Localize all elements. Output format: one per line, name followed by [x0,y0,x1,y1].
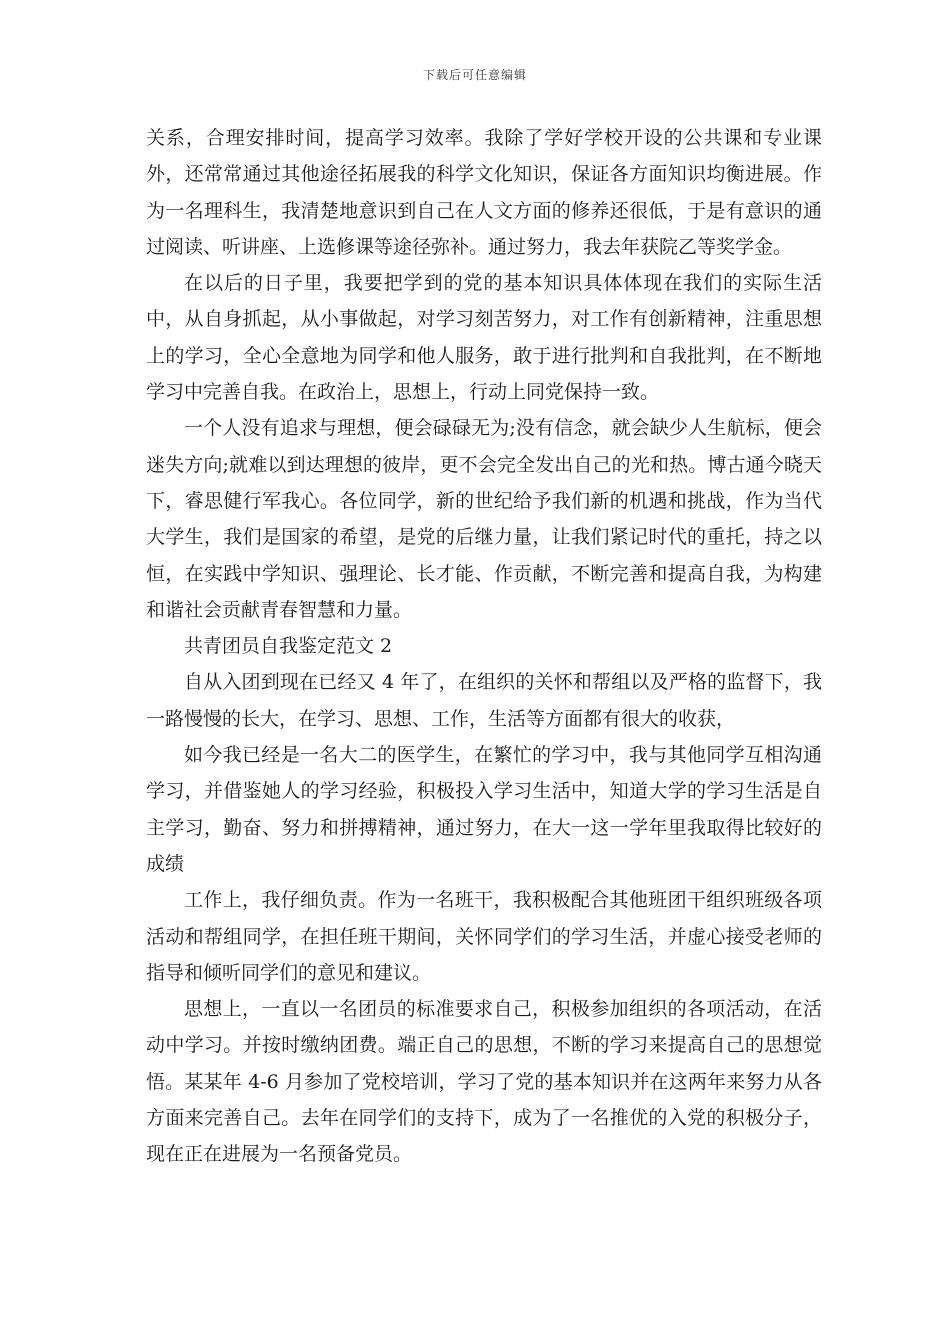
paragraph: 工作上，我仔细负责。作为一名班干，我积极配合其他班团干组织班级各项活动和帮组同学，在担任班干期间，关怀同学们的学习生活，并虚心接受老师的指导和倾听同学们的意见和建议。 [146,889,822,984]
paragraph: 如今我已经是一名大二的医学生，在繁忙的学习中，我与其他同学互相沟通学习，并借鉴她人的学习经验，积极投入学习生活中，知道大学的学习生活是自主学习，勤奋、努力和拼搏精神，通过努力，在大一这一学年里我取得比较好的成绩 [146,744,822,875]
paragraph: 关系，合理安排时间，提高学习效率。我除了学好学校开设的公共课和专业课外，还常常通过其他途径拓展我的科学文化知识，保证各方面知识均衡进展。作为一名理科生，我清楚地意识到自己在人文方面的修养还很低，于是有意识的通过阅读、听讲座、上选修课等途径弥补。通过努力，我去年获院乙等奖学金。 [146,127,822,258]
section-title: 共青团员自我鉴定范文 2 [184,635,393,658]
document-body [146,120,822,1173]
paragraph: 一个人没有追求与理想，便会碌碌无为;没有信念，就会缺少人生航标，便会迷失方向;就难以到达理想的彼岸，更不会完全发出自己的光和热。博古通今晓天下，睿思健行军我心。各位同学，新的世纪给予我们新的机遇和挑战，作为当代大学生，我们是国家的希望，是党的后继力量，让我们紧记时代的重托，持之以恒，在实践中学知识、强理论、长才能、作贡献，不断完善和提高自我，为构建和谐社会贡献青春智慧和力量。 [146,417,822,621]
paragraph: 在以后的日子里，我要把学到的党的基本知识具体体现在我们的实际生活中，从自身抓起，从小事做起，对学习刻苦努力，对工作有创新精神，注重思想上的学习，全心全意地为同学和他人服务，敢于进行批判和自我批判，在不断地学习中完善自我。在政治上，思想上，行动上同党保持一致。 [146,272,822,404]
page-header-note: 下载后可任意编辑 [422,68,527,82]
paragraph: 思想上，一直以一名团员的标准要求自己，积极参加组织的各项活动，在活动中学习。并按时缴纳团费。端正自己的思想，不断的学习来提高自己的思想觉悟。某某年 4-6 月参加了党校培训，学习了党的基本知识并在这两年来努力从各方面来完善自己。去年在同学们的支持下，成为了一名推优的入党的积极分子，现在正在进展为一名预备党员。 [146,998,822,1166]
paragraph: 自从入团到现在已经又 4 年了，在组织的关怀和帮组以及严格的监督下，我一路慢慢的长大，在学习、思想、工作，生活等方面都有很大的收获， [146,671,822,730]
